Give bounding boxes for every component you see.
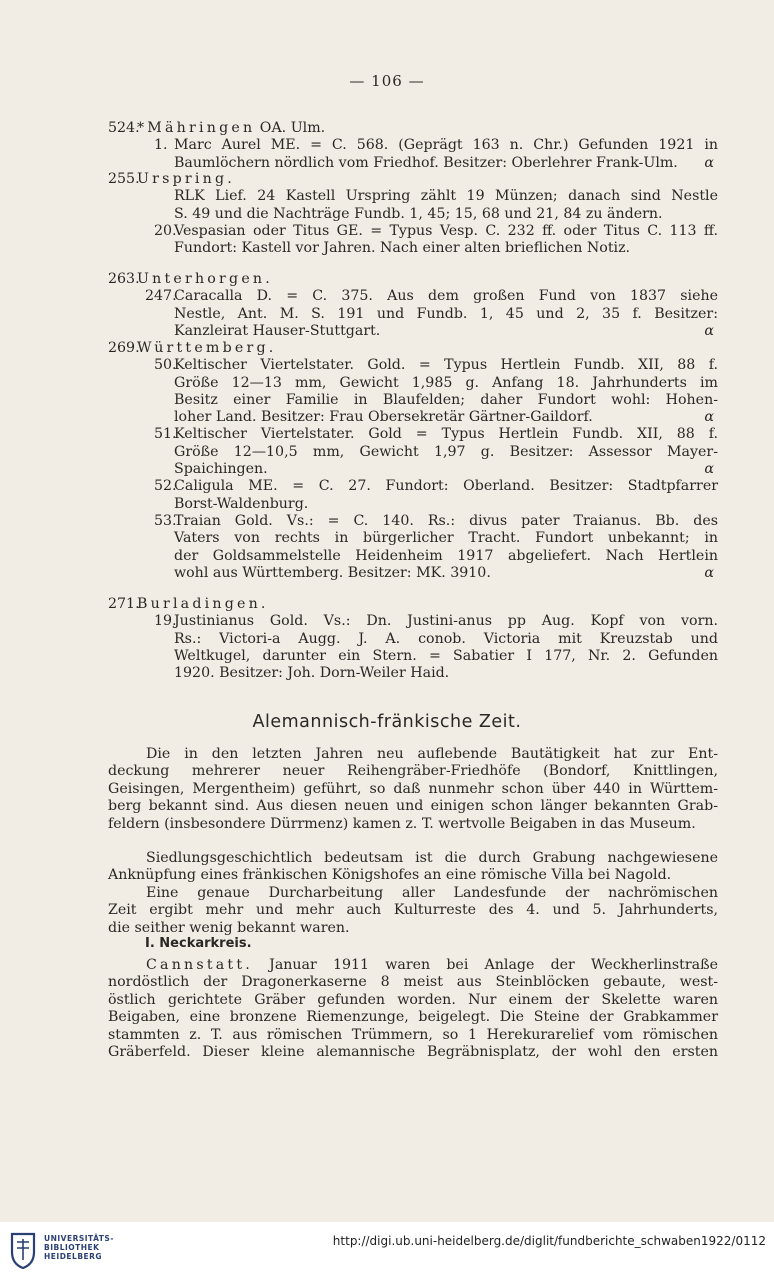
entry-text: Nestle, Ant. M. S. 191 und Fundb. 1, 45 und 2, 35 f. Besitzer: (174, 305, 718, 322)
entry-line (108, 565, 718, 582)
coin-number: 1. (154, 137, 168, 154)
entry-line (108, 323, 718, 340)
find-entry-head (108, 171, 718, 188)
coin-number: 20. (154, 222, 177, 239)
entry-text: Vespasian oder Titus GE. = Typus Vesp. C. 232 ff. oder Titus C. 113 ff. (174, 222, 718, 239)
entry-number: 255. (108, 171, 140, 187)
entry-text: Kanzleirat Hauser-Stuttgart. (174, 322, 381, 339)
place-name: Urspring. (137, 171, 235, 187)
entry-line (108, 478, 718, 495)
text-line: Gräberfeld. Dieser kleine alemannische Begräbnisplatz, der wohl den ersten (108, 1043, 718, 1060)
page-number: — 106 — (349, 72, 425, 90)
find-entry (108, 120, 718, 172)
entry-text: Traian Gold. Vs.: = C. 140. Rs.: divus pater Traianus. Bb. des (174, 512, 718, 529)
text-line: östlich gerichtete Gräber gefunden worden. Nur einem der Skelette waren (108, 991, 718, 1008)
find-entry (108, 271, 718, 340)
entry-text: S. 49 und die Nachträge Fundb. 1, 45; 15, 68 und 21, 84 zu ändern. (174, 205, 663, 222)
entry-line (108, 137, 718, 154)
entry-text: Justinianus Gold. Vs.: Dn. Justini-anus pp Aug. Kopf von vorn. (174, 613, 718, 630)
entry-line (108, 223, 718, 240)
section-heading: Alemannisch-fränkische Zeit. (252, 712, 522, 732)
collection-mark: α (704, 154, 714, 171)
entry-line (108, 392, 718, 409)
find-entry-head (108, 120, 718, 137)
entry-line (108, 444, 718, 461)
entry-line (108, 548, 718, 565)
text-line: Geisingen, Mergentheim) geführt, so daß nunmehr schon über 440 in Württem- (108, 780, 718, 797)
entry-line (108, 496, 718, 513)
text-line: Anknüpfung eines fränkischen Königshofes an eine römische Villa bei Nagold. (108, 867, 672, 884)
place-name: *Mähringen (137, 120, 256, 136)
collection-mark: α (704, 409, 714, 426)
entry-text: Baumlöchern nördlich vom Friedhof. Besitzer: Oberlehrer Frank-Ulm. (174, 154, 678, 171)
entry-text: Marc Aurel ME. = C. 568. (Geprägt 163 n. Chr.) Gefunden 1921 in (174, 137, 718, 154)
coin-number: 52. (154, 478, 177, 495)
digitization-footer (0, 1222, 774, 1277)
entry-number: 271. (108, 596, 140, 612)
entry-text: Besitz einer Familie in Blaufelden; daher Fundort wohl: Hohen- (174, 391, 718, 408)
text-line: deckung mehrerer neuer Reihengräber-Friedhöfe (Bondorf, Knittlingen, (108, 763, 718, 780)
entry-line (108, 375, 718, 392)
entry-line (108, 188, 718, 205)
entry-text: Caligula ME. = C. 27. Fundort: Oberland. Besitzer: Stadtpfarrer (174, 478, 718, 495)
entry-text: 1920. Besitzer: Joh. Dorn-Weiler Haid. (174, 665, 450, 682)
find-entry (108, 340, 718, 582)
intro-paragraph (108, 746, 718, 833)
entry-text: Caracalla D. = C. 375. Aus dem großen Fund von 1837 siehe (174, 288, 718, 305)
entry-text: Größe 12—10,5 mm, Gewicht 1,97 g. Besitzer: Assessor Mayer- (174, 443, 718, 460)
entry-line (108, 409, 718, 426)
entry-line (108, 648, 718, 665)
coin-number: 19. (154, 613, 177, 630)
entry-text: der Goldsammelstelle Heidenheim 1917 abgeliefert. Nach Hertlein (174, 547, 718, 564)
subsection-heading: I. Neckarkreis. (145, 936, 252, 951)
entry-text: Keltischer Viertelstater. Gold. = Typus Hertlein Fundb. XII, 88 f. (174, 357, 718, 374)
entry-line (108, 530, 718, 547)
entry-line (108, 288, 718, 305)
coin-number: 247. (145, 288, 177, 305)
text-line: Siedlungsgeschichtlich bedeutsam ist die durch Grabung nachgewiesene (146, 850, 718, 866)
cannstatt-text (108, 957, 718, 1061)
entry-text: Vaters von rechts in bürgerlicher Tracht. Fundort unbekannt; in (174, 530, 718, 547)
text-line: feldern (insbesondere Dürrmenz) kamen z. T. wertvolle Beigaben in das Museum. (108, 815, 696, 832)
entry-line (108, 631, 718, 648)
entry-text: Rs.: Victori-a Augg. J. A. conob. Victoria mit Kreuzstab und (174, 630, 718, 647)
place-name: Cannstatt. (146, 957, 253, 973)
place-name: Burladingen. (137, 596, 269, 612)
entry-line (108, 613, 718, 630)
coin-number: 50. (154, 357, 177, 374)
district: OA. Ulm. (255, 120, 326, 136)
entry-text: Größe 12—13 mm, Gewicht 1,985 g. Anfang 18. Jahrhunderts im (174, 374, 718, 391)
place-name: Unterhorgen. (137, 271, 273, 287)
collection-mark: α (704, 564, 714, 581)
entry-text: Spaichingen. (174, 461, 268, 478)
collection-mark: α (704, 322, 714, 339)
entry-text: Fundort: Kastell vor Jahren. Nach einer alten brieflichen Notiz. (174, 240, 631, 257)
entry-line (108, 240, 718, 257)
entry-line (108, 357, 718, 374)
coin-number: 53. (154, 512, 177, 529)
library-name: UNIVERSITÄTS- BIBLIOTHEK HEIDELBERG (44, 1234, 114, 1261)
collection-mark: α (704, 461, 714, 478)
text-line: Eine genaue Durcharbeitung aller Landesfunde der nachrömischen (146, 885, 718, 901)
find-entry-head (108, 596, 718, 613)
entry-text: loher Land. Besitzer: Frau Obersekretär Gärtner-Gaildorf. (174, 409, 593, 426)
university-seal-icon (8, 1230, 38, 1270)
text-line: die seither wenig bekannt waren. (108, 919, 350, 936)
entry-text: Borst-Waldenburg. (174, 495, 309, 512)
text-line: berg bekannt sind. Aus diesen neuen und einigen schon länger bekannten Grab- (108, 798, 718, 815)
text-line: nordöstlich der Dragonerkaserne 8 meist aus Steinblöcken gebaute, west- (108, 974, 718, 991)
entry-line (108, 306, 718, 323)
find-entry (108, 171, 718, 257)
coin-number: 51. (154, 426, 177, 443)
source-url-link[interactable]: http://digi.ub.uni-heidelberg.de/diglit/fundberichte_schwaben1922/0112 (332, 1234, 766, 1248)
entry-text: wohl aus Württemberg. Besitzer: MK. 3910. (174, 564, 491, 581)
entry-number: 263. (108, 271, 140, 287)
text-line: Beigaben, eine bronzene Riemenzunge, beigelegt. Die Steine der Grabkammer (108, 1009, 718, 1026)
entry-line (108, 513, 718, 530)
entry-text: RLK Lief. 24 Kastell Urspring zählt 19 Münzen; danach sind Nestle (174, 188, 718, 205)
entry-line (108, 206, 718, 223)
intro-paragraph (108, 850, 718, 885)
entry-number: 524. (108, 120, 140, 136)
text-line: Die in den letzten Jahren neu auflebende Bautätigkeit hat zur Ent- (146, 746, 718, 762)
find-entry-head (108, 271, 718, 288)
place-name: Württemberg. (137, 340, 277, 356)
entry-text: Weltkugel, darunter ein Stern. = Sabatier I 177, Nr. 2. Gefunden (174, 647, 718, 664)
entry-line (108, 665, 718, 682)
text-line: Cannstatt. Januar 1911 waren bei Anlage der Weckherlinstraße (146, 957, 718, 973)
entry-line (108, 155, 718, 172)
entry-line (108, 426, 718, 443)
intro-paragraph (108, 885, 718, 937)
text-line: Zeit ergibt mehr und mehr auch Kulturreste des 4. und 5. Jahrhunderts, (108, 902, 718, 919)
entry-line (108, 461, 718, 478)
entry-number: 269. (108, 340, 140, 356)
find-entry (108, 596, 718, 682)
find-entry-head (108, 340, 718, 357)
text-line: stammten z. T. aus römischen Trümmern, so 1 Herekurarelief vom römischen (108, 1026, 718, 1043)
entry-text: Keltischer Viertelstater. Gold = Typus Hertlein Fundb. XII, 88 f. (174, 426, 718, 443)
